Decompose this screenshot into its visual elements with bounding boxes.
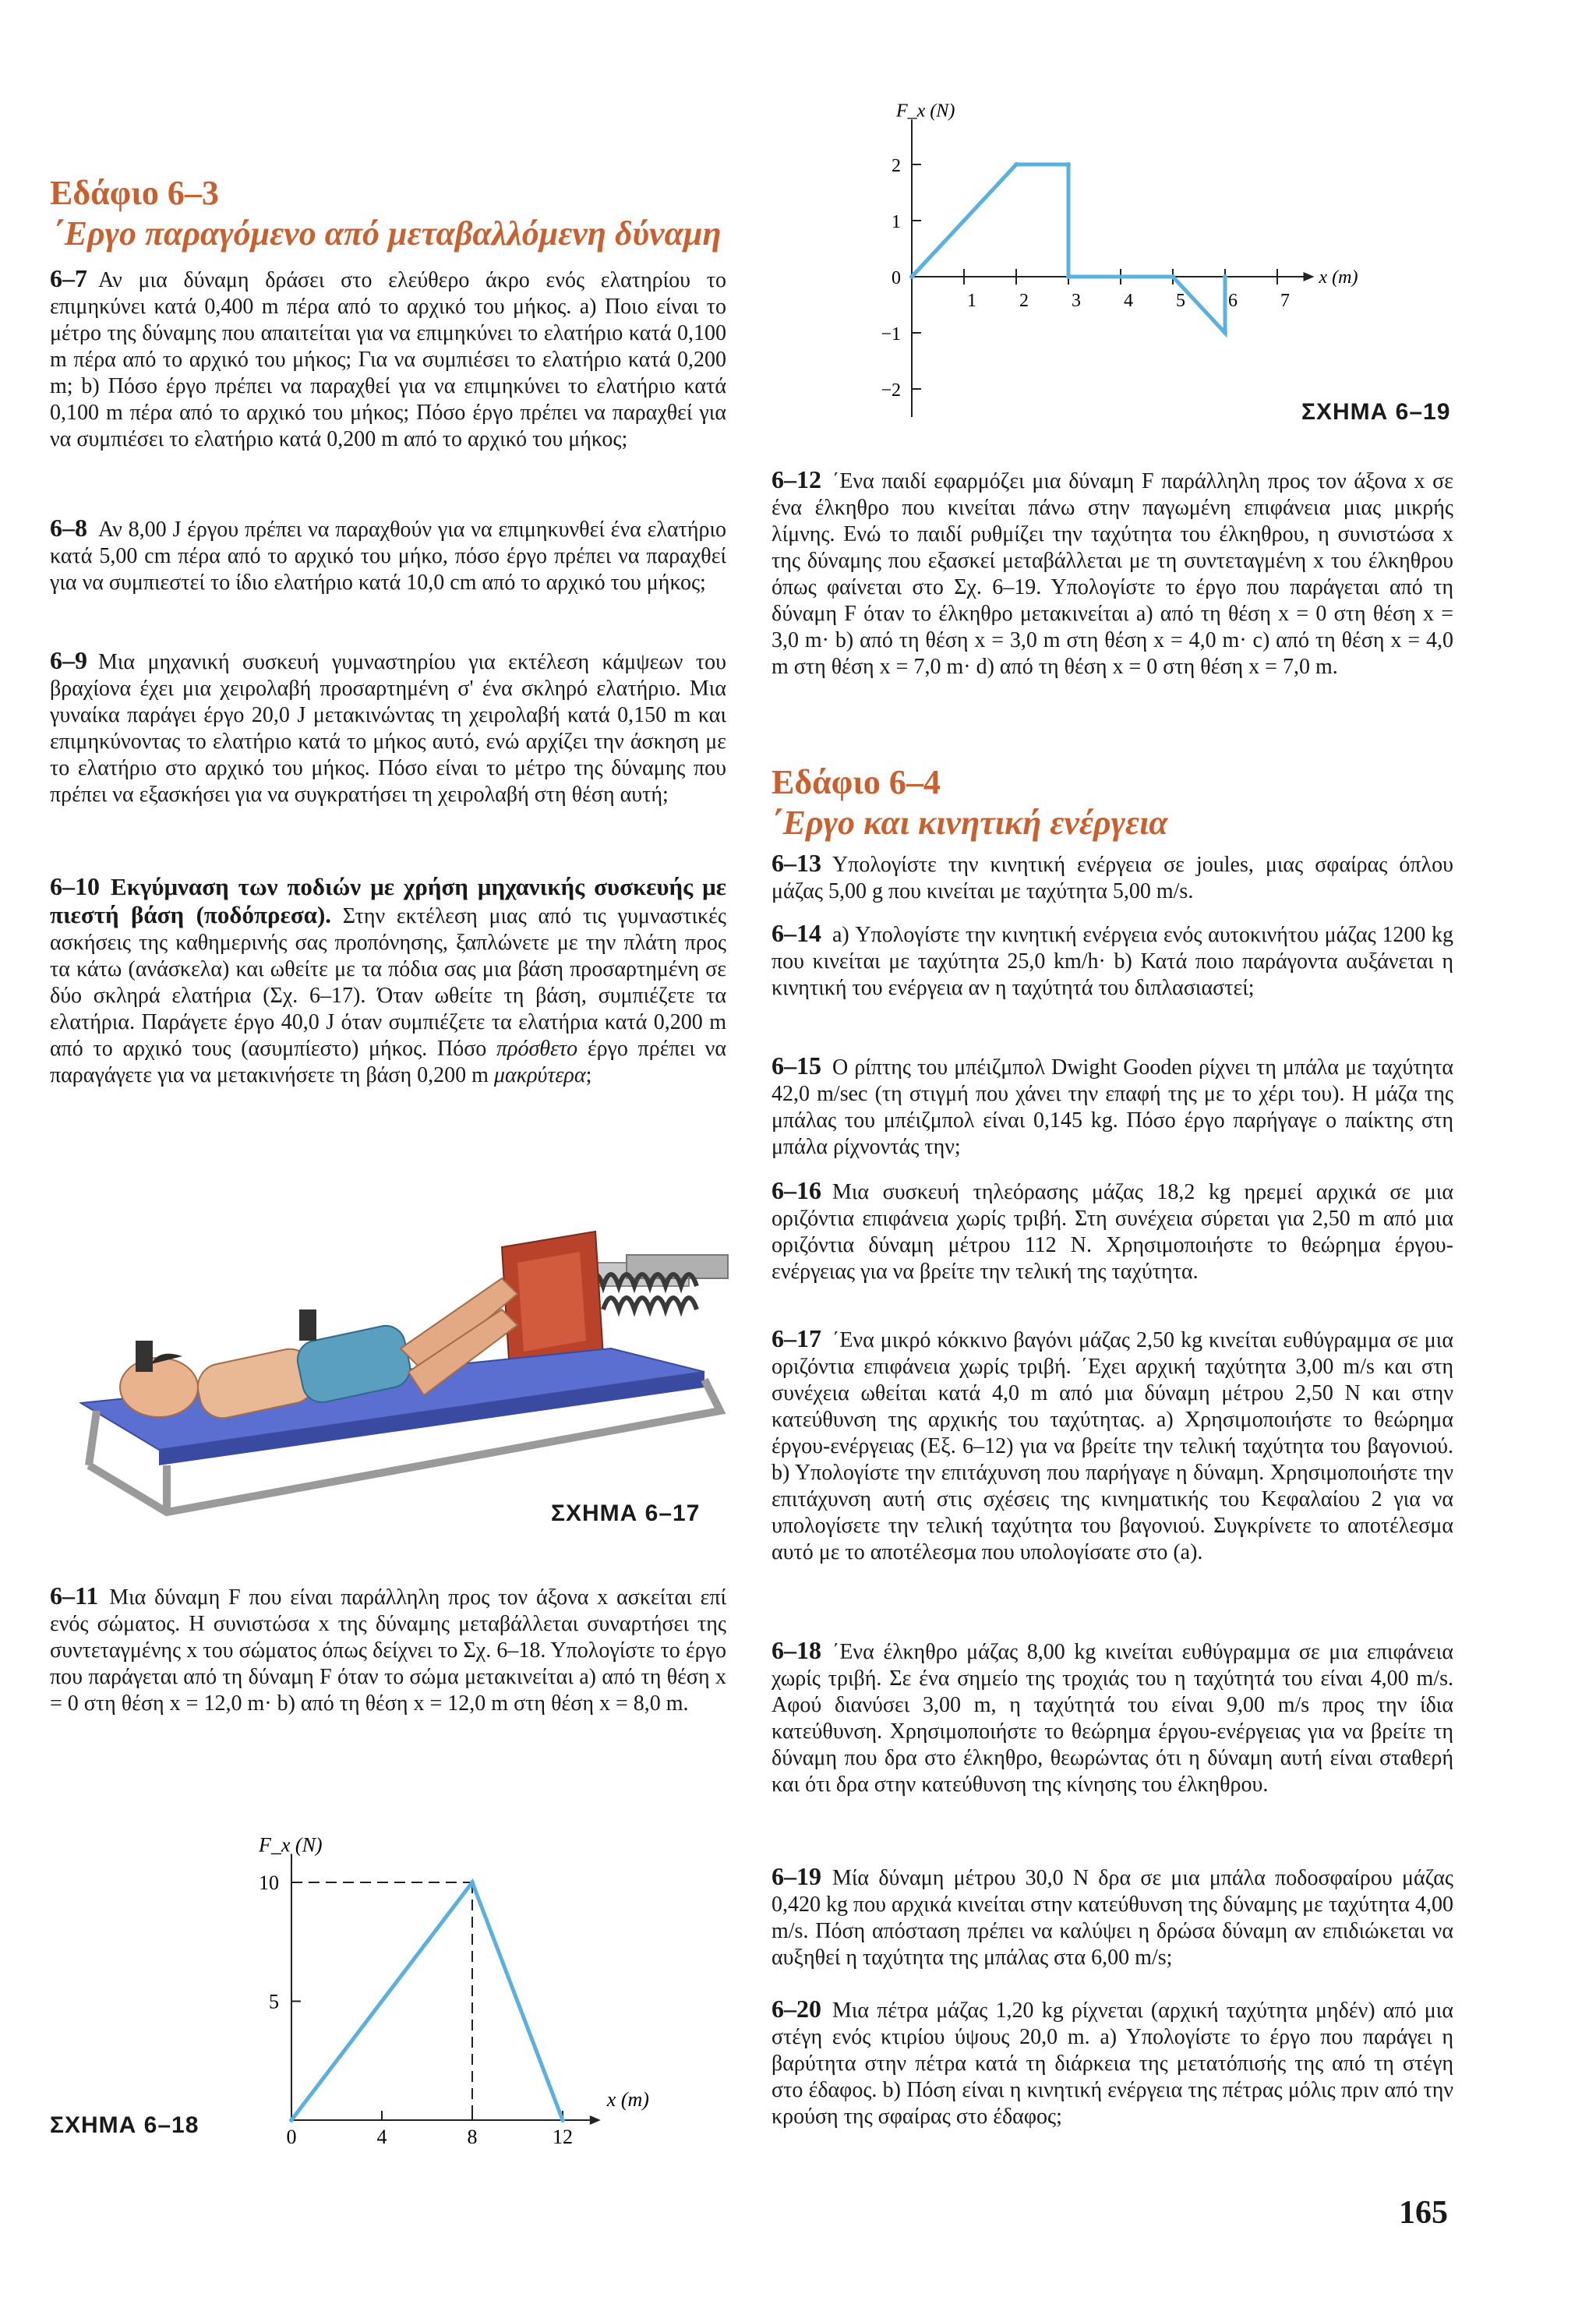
data-point <box>470 1880 475 1885</box>
data-point <box>289 2118 294 2122</box>
problem-number: 6–15 <box>772 1051 821 1080</box>
figure-6-19-chart <box>865 101 1379 429</box>
emphasis-text: πρόσθετο <box>496 1037 578 1061</box>
problem-text: ; <box>585 1063 592 1087</box>
problem-text: ΄Ενα μικρό κόκκινο βαγόνι μάζας 2,50 kg κινείται ευθύγραμμα σε μια οριζόντια επιφάνεια χωρίς τριβή. ΄Εχει αρχική ταχύτητα 3,00 m/s και στη συνέχεια ωθείται κατά 4,0 m από μια δύναμη μέτρου 2,50 N και στην κατεύθυνση της αρχικής του ταχύτητας. a) Χρησιμοποιήστε το θεώρημα έργου-ενέργειας (Εξ. 6–12) για να βρείτε την τελική ταχύτητα του βαγονιού. b) Υπολογίστε την επιτάχυνση που παρήγαγε η δύναμη. Χρησιμοποιήστε την επιτάχυνση αυτή στις σχέσεις της κινηματικής του Κεφαλαίου 2 για να υπολογίσετε την τελική ταχύτητα του βαγονιού. Συγκρίνετε το αποτέλεσμα αυτό με το αποτέλεσμα που υπολογίσατε στο (a). <box>772 1328 1453 1564</box>
figure-6-18-chart <box>206 1816 689 2144</box>
x-tick-label: 0 <box>286 2126 297 2144</box>
data-point <box>1066 162 1071 167</box>
x-axis-arrow <box>1304 272 1315 281</box>
y-tick-label: 1 <box>892 212 901 232</box>
x-tick-label: 4 <box>1124 291 1133 311</box>
problem-text: a) Υπολογίστε την κινητική ενέργεια ενός αυτοκινήτου μάζας 1200 kg που κινείται με ταχύτητα 25,0 km/h· b) Κατά ποιο παράγοντα αυξάνεται η κινητική του ενέργεια αν η ταχύτητά του διπλασιαστεί; <box>772 923 1453 1000</box>
problem-text: έργο πρέπει να παραγάγετε για να μετακινήσετε τη βάση 0,200 m <box>50 1037 726 1087</box>
problem-6-18 <box>772 1637 1453 1798</box>
problem-text: Ο ρίπτης του μπέιζμπολ Dwight Gooden ρίχνει τη μπάλα με ταχύτητα 42,0 m/sec (τη στιγμή που χάνει την επαφή της με το χέρι του). Η μάζα της μπάλας του μπέιζμπολ είναι 0,145 kg. Πόσο έργο παρήγαγε ο παίκτης στη μπάλα ρίχνοντάς την; <box>772 1055 1453 1159</box>
problem-title: Εκγύμναση των ποδιών με χρήση μηχανικής συσκευής με πιεστή βάση (ποδόπρεσα). <box>50 873 726 928</box>
problem-text: Μία δύναμη μέτρου 30,0 N δρα σε μια μπάλα ποδοσφαίρου μάζας 0,420 kg που αρχικά κινείται στην κατεύθυνση της δύναμης με ταχύτητα 4,00 m/s. Πόση απόσταση πρέπει να καλύψει η δρώσα δύναμη αν επιδιώκεται να αυξηθεί η ταχύτητα της μπάλας στα 6,00 m/s; <box>772 1866 1453 1970</box>
x-tick-label: 5 <box>1176 291 1185 311</box>
x-axis-arrow <box>590 2115 601 2125</box>
x-axis-label: x (m) <box>606 2088 649 2111</box>
y-axis-label: F_x (N) <box>259 1833 323 1857</box>
problem-number: 6–14 <box>772 919 821 947</box>
problem-text: ΄Ενα έλκηθρο μάζας 8,00 kg κινείται ευθύγραμμα σε μια επιφάνεια χωρίς τριβή. Σε ένα σημείο της τροχιάς του η ταχύτητά του είναι 4,00 m/s. Αφού διανύσει 3,00 m, η ταχύτητά του είναι 9,00 m/s προς την ίδια κατεύθυνση. Χρησιμοποιήστε το θεώρημα έργου-ενέργειας για να βρείτε τη δύναμη που δρα στο έλκηθρο, θεωρώντας ότι η δύναμη αυτή είναι σταθερή και ότι δρα στην κατεύθυνση της κίνησης του έλκηθρου. <box>772 1640 1453 1797</box>
section-heading-6-4 <box>772 762 1168 843</box>
x-tick-label: 6 <box>1228 291 1238 311</box>
problem-6-16 <box>772 1177 1453 1285</box>
problem-text: ΄Ενα παιδί εφαρμόζει μια δύναμη F παράλληλη προς τον άξονα x σε ένα έλκηθρο που κινείται πάνω στην παγωμένη επιφάνεια μιας μικρής λίμνης. Ενώ το παιδί ρυθμίζει την ταχύτητα του έλκηθρου, η συνιστώσα x της δύναμης που εξασκεί μεταβάλλεται με τη συντεταγμένη x του έλκηθρου όπως φαίνεται στο Σχ. 6–19. Υπολογίστε το έργο που παράγεται από τη δύναμη F όταν το έλκηθρο μετακινείται a) από τη θέση x = 0 στη θέση x = 3,0 m· b) από τη θέση x = 3,0 m στη θέση x = 4,0 m· c) από τη θέση x = 4,0 m στη θέση x = 7,0 m· d) από τη θέση x = 0 στη θέση x = 7,0 m. <box>772 469 1453 679</box>
problem-text: Στην εκτέλεση μιας από τις γυμναστικές ασκήσεις της καθημερινής σας προπόνησης, ξαπλώνετε με την πλάτη προς τα κάτω (ανάσκελα) και ωθείτε με τα πόδια σας μια βάση προσαρτημένη σε δύο σκληρά ελατήρια (Σχ. 6–17). Όταν ωθείτε τη βάση, συμπιέζετε τα ελατήρια. Παράγετε έργο 40,0 J όταν συμπιέζετε τα ελατήρια κατά 0,200 m από το αρχικό τους (ασυμπίεστο) μήκος. Πόσο <box>50 904 727 1061</box>
figure-6-19-caption: ΣΧΗΜΑ 6–19 <box>1301 399 1451 425</box>
problem-6-7 <box>50 265 726 453</box>
problem-6-20 <box>772 1995 1453 2130</box>
problem-text: Μια δύναμη F που είναι παράλληλη προς τον άξονα x ασκείται επί ενός σώματος. Η συνιστώσα x της δύναμης μεταβάλλεται συναρτήσει της συντεταγμένης x του σώματος όπως δείχνει το Σχ. 6–18. Υπολογίστε το έργο που παράγεται από τη δύναμη F όταν το σώμα μετακινείται a) από τη θέση x = 0 στη θέση x = 12,0 m· b) από τη θέση x = 12,0 m στη θέση x = 8,0 m. <box>50 1585 726 1716</box>
y-tick-label: 2 <box>892 156 901 176</box>
problem-text: Αν μια δύναμη δράσει στο ελεύθερο άκρο ενός ελατηρίου το επιμηκύνει κατά 0,400 m πέρα από το αρχικό του μήκος. a) Ποιο είναι το μέτρο της δύναμης που απαιτείται για να επιμηκύνει το ελατήριο κατά 0,100 m πέρα από το αρχικό του μήκος; Για να συμπιέσει το ελατήριο κατά 0,200 m; b) Πόσο έργο πρέπει να παραχθεί για να επιμηκύνει το ελατήριο κατά 0,100 m πέρα από το αρχικό του μήκος; Πόσο έργο πρέπει να παραχθεί για να συμπιέσει το ελατήριο κατά 0,200 m από το αρχικό του μήκος; <box>50 268 726 451</box>
problem-number: 6–9 <box>50 646 87 674</box>
problem-text: Μια πέτρα μάζας 1,20 kg ρίχνεται (αρχική ταχύτητα μηδέν) από μια στέγη ενός κτιρίου ύψους 20,0 m. a) Υπολογίστε το έργο που παράγει η βαρύτητα στην πέτρα κατά τη διάρκεια της μετατόπισής της από τη στέγη στο έδαφος. b) Πόση είναι η κινητική ενέργεια της πέτρας μόλις πριν από την κρούση της σφαίρας στο έδαφος; <box>772 1999 1453 2129</box>
problem-number: 6–16 <box>772 1176 821 1204</box>
data-point <box>560 2118 565 2122</box>
problem-6-8 <box>50 514 726 596</box>
emphasis-text: μακρύτερα <box>493 1063 586 1087</box>
data-point <box>1223 274 1227 279</box>
problem-6-17 <box>772 1325 1453 1566</box>
data-line <box>291 1882 563 2120</box>
data-point <box>909 274 914 279</box>
section-heading-6-3 <box>50 173 722 254</box>
problem-6-12 <box>772 466 1453 680</box>
section-subtitle: ΄Εργο και κινητική ενέργεια <box>772 804 1168 842</box>
problem-number: 6–12 <box>772 465 821 493</box>
problem-6-10 <box>50 873 726 1089</box>
figure-6-18-caption: ΣΧΗΜΑ 6–18 <box>50 2112 200 2138</box>
problem-6-14 <box>772 920 1453 1002</box>
data-point <box>1223 330 1227 335</box>
y-tick-label: 0 <box>892 268 901 288</box>
y-axis-label: F_x (N) <box>896 101 955 122</box>
problem-number: 6–19 <box>772 1862 821 1890</box>
problem-number: 6–10 <box>50 872 100 900</box>
x-tick-label: 2 <box>1019 291 1029 311</box>
y-tick-label: −1 <box>881 324 901 345</box>
x-tick-label: 4 <box>376 2126 387 2144</box>
section-subtitle: ΄Εργο παραγόμενο από μεταβαλλόμενη δύναμη <box>53 214 722 253</box>
x-tick-label: 1 <box>967 291 976 311</box>
problem-number: 6–13 <box>772 849 821 877</box>
problem-6-19 <box>772 1863 1453 1971</box>
page-number: 165 <box>1399 2195 1448 2231</box>
problem-number: 6–8 <box>50 514 87 542</box>
x-tick-label: 12 <box>553 2126 573 2144</box>
problem-text: Υπολογίστε την κινητική ενέργεια σε joules, μιας σφαίρας όπλου μάζας 5,00 g που κινείται με ταχύτητα 5,00 m/s. <box>772 853 1453 903</box>
figure-6-17-caption: ΣΧΗΜΑ 6–17 <box>551 1500 701 1526</box>
section-title: Εδάφιο 6–3 <box>50 174 219 212</box>
x-tick-label: 7 <box>1280 291 1290 311</box>
problem-number: 6–20 <box>772 1995 821 2023</box>
data-point <box>1171 274 1175 279</box>
problem-text: Μια μηχανική συσκευή γυμναστηρίου για εκτέλεση κάμψεων του βραχίονα έχει μια χειρολαβή προσαρτημένη σ' ένα σκληρό ελατήριο. Μια γυναίκα παράγει έργο 20,0 J μετακινώντας τη χειρολαβή κατά 0,150 m και επιμηκύνοντας το ελατήριο κατά το μήκος αυτό, ενώ αρχίζει την άσκηση με το ελατήριο στο αρχικό του μήκος. Πόσο είναι το μέτρο της δύναμης που πρέπει να εξασκήσει για να συγκρατήσει τη χειρολαβή στη θέση αυτή; <box>50 650 726 807</box>
problem-6-11 <box>50 1582 726 1717</box>
problem-6-9 <box>50 647 726 808</box>
problem-number: 6–11 <box>50 1582 99 1610</box>
y-tick-label: 10 <box>259 1871 279 1894</box>
problem-text: Αν 8,00 J έργου πρέπει να παραχθούν για να επιμηκυνθεί ένα ελατήριο κατά 5,00 cm πέρα από το αρχικό του μήκο, πόσο έργο πρέπει να παραχθεί για να συμπιεστεί το ίδιο ελατήριο κατά 10,0 cm από το αρχικό του μήκος; <box>50 518 726 595</box>
problem-6-15 <box>772 1052 1453 1161</box>
problem-number: 6–18 <box>772 1636 821 1664</box>
problem-text: Μια συσκευή τηλεόρασης μάζας 18,2 kg ηρεμεί αρχικά σε μια οριζόντια επιφάνεια χωρίς τριβή. Στη συνέχεια σύρεται για 2,50 m από μια οριζόντια δύναμη μέτρου 112 N. Χρησιμοποιήστε το θεώρημα έργου-ενέργειας για να βρείτε την τελική της ταχύτητα. <box>772 1180 1453 1284</box>
figure-6-17-illustration <box>65 1216 736 1528</box>
data-point <box>1014 162 1019 167</box>
section-title: Εδάφιο 6–4 <box>772 763 941 801</box>
problem-number: 6–17 <box>772 1324 821 1352</box>
problem-6-13 <box>772 850 1453 905</box>
y-tick-label: 5 <box>269 1990 279 2013</box>
data-point <box>1066 274 1071 279</box>
x-tick-label: 3 <box>1072 291 1081 311</box>
y-tick-label: −2 <box>881 380 901 401</box>
x-axis-label: x (m) <box>1319 267 1358 288</box>
x-tick-label: 8 <box>467 2126 478 2144</box>
problem-number: 6–7 <box>50 264 87 292</box>
